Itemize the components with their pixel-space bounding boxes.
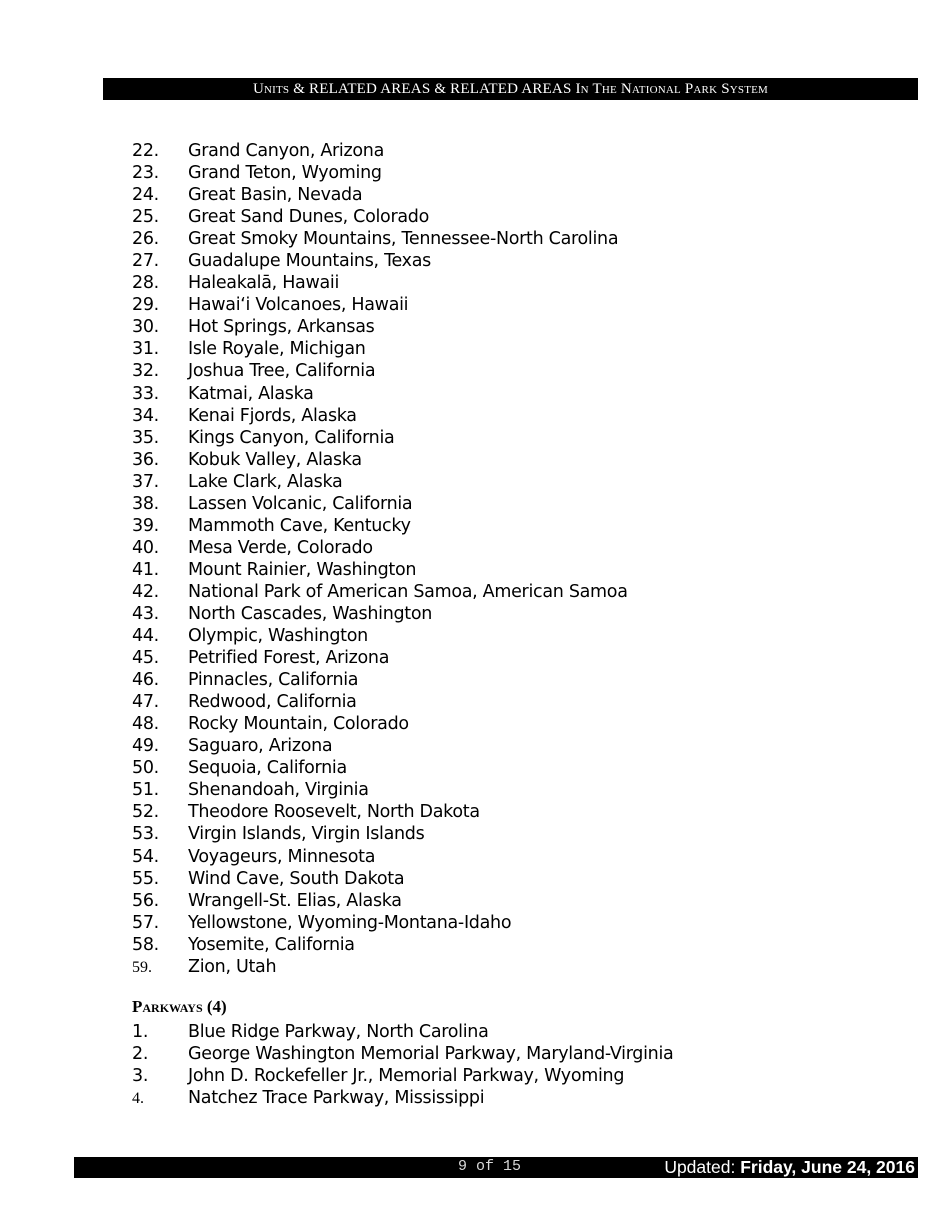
- list-item-name: Haleakalā, Hawaii: [188, 273, 340, 294]
- list-item-name: Pinnacles, California: [188, 670, 359, 691]
- list-item-number: 51.: [132, 780, 159, 801]
- list-item-number: 4.: [132, 1090, 144, 1108]
- list-item-number: 29.: [132, 295, 159, 316]
- list-item-number: 22.: [132, 141, 159, 161]
- list-item-name: Sequoia, California: [188, 758, 347, 779]
- list-item-name: Petrified Forest, Arizona: [188, 648, 390, 669]
- updated-label: Updated:: [664, 1157, 736, 1177]
- list-item: [132, 515, 628, 537]
- list-item: [132, 1065, 673, 1087]
- list-item: [132, 449, 628, 471]
- list-item-name: Saguaro, Arizona: [188, 736, 333, 757]
- list-item-name: Great Sand Dunes, Colorado: [188, 207, 429, 228]
- list-item-number: 33.: [132, 383, 159, 404]
- list-item: [132, 1021, 673, 1043]
- list-item: [132, 912, 628, 934]
- page-footer-bar: [74, 1157, 918, 1178]
- list-item: [132, 206, 628, 228]
- list-item-number: 42.: [132, 581, 159, 602]
- list-item: [132, 1043, 673, 1065]
- header-title: Units & RELATED AREAS & RELATED AREAS In The National Park System: [252, 81, 769, 97]
- list-item-name: Wind Cave, South Dakota: [188, 868, 405, 889]
- list-item-number: 55.: [132, 868, 159, 889]
- list-item: [132, 1087, 673, 1109]
- list-item: [132, 162, 628, 184]
- list-item-name: Voyageurs, Minnesota: [188, 846, 376, 867]
- list-item-name: John D. Rockefeller Jr., Memorial Parkway, Wyoming: [188, 1066, 625, 1087]
- list-item-number: 3.: [132, 1066, 149, 1087]
- page-indicator: 9 of 15: [458, 1158, 522, 1175]
- list-item: [132, 471, 628, 493]
- list-item-number: 27.: [132, 251, 159, 272]
- list-item-name: Hawai‘i Volcanoes, Hawaii: [188, 295, 409, 316]
- list-item-number: 53.: [132, 824, 159, 845]
- list-item: [132, 316, 628, 338]
- list-item: [132, 934, 628, 956]
- list-item: [132, 647, 628, 669]
- list-item-number: 40.: [132, 537, 159, 558]
- list-item-name: Olympic, Washington: [188, 626, 368, 647]
- list-item-number: 26.: [132, 229, 159, 250]
- list-item-name: Katmai, Alaska: [188, 383, 314, 404]
- list-item-number: 32.: [132, 361, 159, 382]
- list-item-name: Blue Ridge Parkway, North Carolina: [188, 1022, 489, 1042]
- list-item-name: Joshua Tree, California: [188, 361, 376, 382]
- list-item: [132, 757, 628, 779]
- list-item: [132, 735, 628, 757]
- list-item-number: 46.: [132, 670, 159, 691]
- list-item: [132, 669, 628, 691]
- list-item: [132, 184, 628, 206]
- list-item-name: Kobuk Valley, Alaska: [188, 449, 362, 470]
- list-item-name: Mesa Verde, Colorado: [188, 537, 373, 558]
- list-item-number: 38.: [132, 493, 159, 514]
- list-item-number: 44.: [132, 626, 159, 647]
- list-item: [132, 868, 628, 890]
- list-item-name: Kings Canyon, California: [188, 427, 395, 448]
- list-item-number: 41.: [132, 559, 159, 580]
- list-item-name: Rocky Mountain, Colorado: [188, 714, 409, 735]
- list-item-number: 24.: [132, 185, 159, 206]
- list-item: [132, 338, 628, 360]
- list-item: [132, 383, 628, 405]
- list-item: [132, 272, 628, 294]
- list-item-name: Redwood, California: [188, 692, 357, 713]
- list-item-number: 48.: [132, 714, 159, 735]
- list-item-name: Great Basin, Nevada: [188, 185, 363, 206]
- list-item: [132, 691, 628, 713]
- list-item-name: North Cascades, Washington: [188, 603, 433, 624]
- list-item-name: Yosemite, California: [188, 934, 355, 955]
- list-item: [132, 294, 628, 316]
- list-item: [132, 537, 628, 559]
- list-item-number: 34.: [132, 405, 159, 426]
- list-item-number: 57.: [132, 912, 159, 933]
- list-item-number: 47.: [132, 692, 159, 713]
- updated-stamp: [664, 1157, 915, 1178]
- list-item: [132, 140, 628, 162]
- list-item-number: 37.: [132, 471, 159, 492]
- national-parks-list: [132, 140, 628, 978]
- list-item-name: Shenandoah, Virginia: [188, 780, 369, 801]
- list-item: [132, 581, 628, 603]
- list-item-name: Grand Canyon, Arizona: [188, 141, 384, 161]
- list-item-number: 35.: [132, 427, 159, 448]
- list-item-name: Lake Clark, Alaska: [188, 471, 343, 492]
- parkways-list: [132, 1021, 673, 1109]
- list-item: [132, 427, 628, 449]
- list-item-number: 58.: [132, 934, 159, 955]
- list-item-name: Yellowstone, Wyoming-Montana-Idaho: [188, 912, 512, 933]
- list-item-number: 39.: [132, 515, 159, 536]
- list-item-number: 43.: [132, 603, 159, 624]
- list-item-name: Kenai Fjords, Alaska: [188, 405, 357, 426]
- list-item-number: 25.: [132, 207, 159, 228]
- list-item-number: 30.: [132, 317, 159, 338]
- list-item-number: 52.: [132, 802, 159, 823]
- parkways-heading: Parkways (4): [132, 997, 227, 1016]
- list-item-number: 1.: [132, 1022, 149, 1042]
- list-item: [132, 559, 628, 581]
- list-item: [132, 405, 628, 427]
- list-item-number: 31.: [132, 339, 159, 360]
- page-header-bar: [103, 78, 918, 100]
- list-item: [132, 250, 628, 272]
- list-item: [132, 846, 628, 868]
- list-item: [132, 823, 628, 845]
- list-item-number: 56.: [132, 890, 159, 911]
- list-item-name: Guadalupe Mountains, Texas: [188, 251, 431, 272]
- list-item: [132, 493, 628, 515]
- list-item-name: Wrangell-St. Elias, Alaska: [188, 890, 402, 911]
- list-item-name: Mammoth Cave, Kentucky: [188, 515, 411, 536]
- list-item-name: Virgin Islands, Virgin Islands: [188, 824, 425, 845]
- list-item-number: 28.: [132, 273, 159, 294]
- list-item: [132, 228, 628, 250]
- list-item: [132, 956, 628, 978]
- list-item: [132, 890, 628, 912]
- list-item: [132, 625, 628, 647]
- list-item-name: Mount Rainier, Washington: [188, 559, 417, 580]
- list-item: [132, 779, 628, 801]
- list-item-name: George Washington Memorial Parkway, Maryland-Virginia: [188, 1044, 674, 1065]
- list-item-number: 49.: [132, 736, 159, 757]
- list-item-name: National Park of American Samoa, American Samoa: [188, 581, 628, 602]
- list-item-name: Isle Royale, Michigan: [188, 339, 366, 360]
- list-item-name: Theodore Roosevelt, North Dakota: [188, 802, 480, 823]
- updated-date: Friday, June 24, 2016: [740, 1157, 915, 1177]
- list-item-name: Natchez Trace Parkway, Mississippi: [188, 1088, 485, 1109]
- list-item-name: Zion, Utah: [188, 956, 277, 977]
- list-item: [132, 360, 628, 382]
- list-item-name: Great Smoky Mountains, Tennessee-North Carolina: [188, 229, 619, 250]
- list-item: [132, 801, 628, 823]
- list-item-number: 45.: [132, 648, 159, 669]
- list-item: [132, 603, 628, 625]
- list-item: [132, 713, 628, 735]
- list-item-name: Hot Springs, Arkansas: [188, 317, 375, 338]
- list-item-number: 23.: [132, 163, 159, 184]
- list-item-name: Grand Teton, Wyoming: [188, 163, 382, 184]
- list-item-number: 36.: [132, 449, 159, 470]
- list-item-number: 2.: [132, 1044, 149, 1065]
- list-item-number: 50.: [132, 758, 159, 779]
- list-item-number: 59.: [132, 958, 152, 976]
- list-item-name: Lassen Volcanic, California: [188, 493, 413, 514]
- list-item-number: 54.: [132, 846, 159, 867]
